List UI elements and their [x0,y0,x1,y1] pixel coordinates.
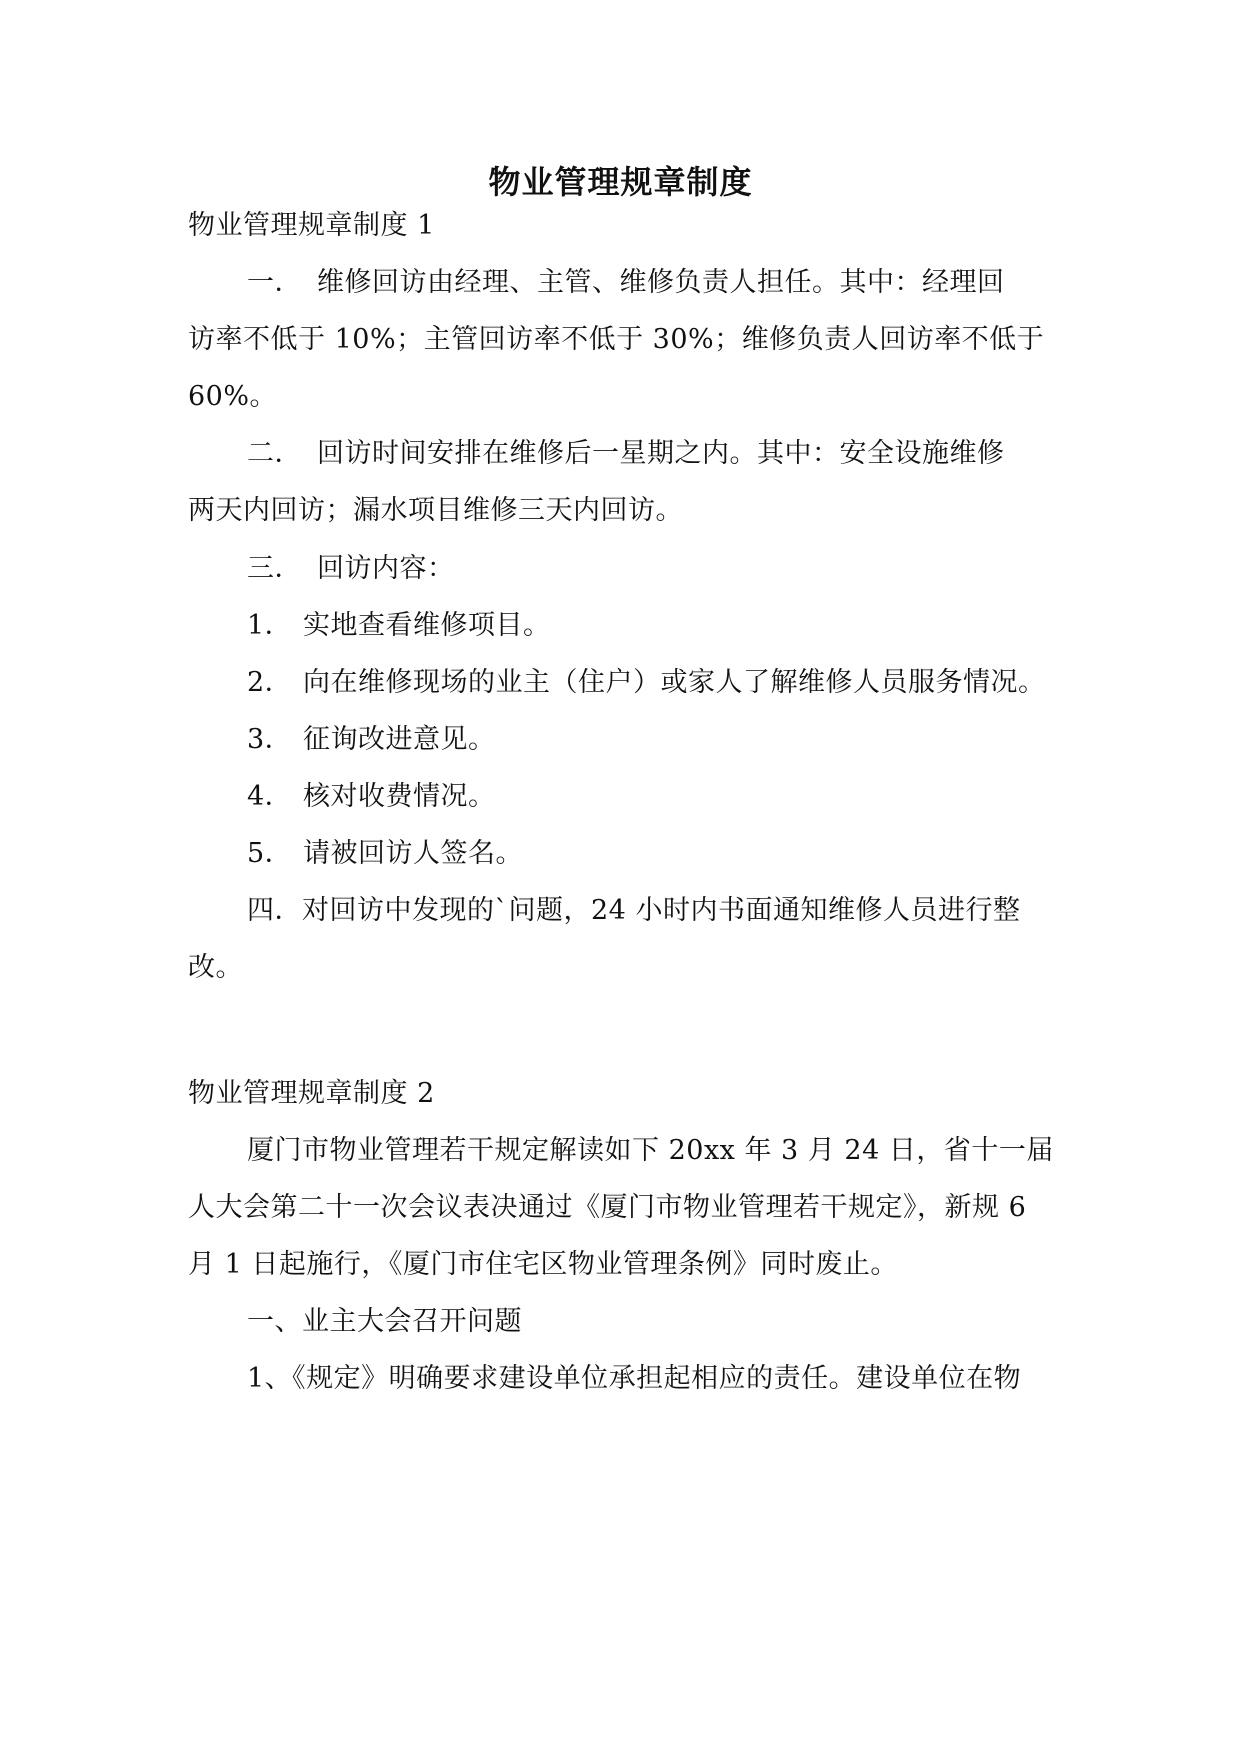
paragraph-text: 回访时间安排在维修后一星期之内。其中：安全设施维修 [317,438,1005,469]
paragraph-line [247,434,1067,474]
paragraph-line [247,549,1067,589]
list-item-text: 向在维修现场的业主（住户）或家人了解维修人员服务情况。 [303,667,1046,698]
section-heading: 物业管理规章制度 2 [188,1078,435,1109]
list-marker: 三． [247,553,302,584]
list-marker: 4． [247,781,293,812]
paragraph-line: 1、《规定》明确要求建设单位承担起相应的责任。建设单位在物 [247,1363,1022,1394]
list-marker: 5． [247,838,293,869]
list-item [247,663,1067,703]
list-item [247,777,1067,817]
paragraph-line: 改。 [188,952,243,983]
list-marker: 一． [247,267,302,298]
list-marker: 二． [247,438,302,469]
paragraph-line: 访率不低于 10%；主管回访率不低于 30%；维修负责人回访率不低于 [188,324,1045,355]
list-item-text: 实地查看维修项目。 [303,610,551,641]
paragraph-line: 60%。 [188,381,278,412]
list-item-text: 请被回访人签名。 [303,838,523,869]
paragraph-text: 维修回访由经理、主管、维修负责人担任。其中：经理回 [317,267,1005,298]
paragraph-line: 人大会第二十一次会议表决通过《厦门市物业管理若干规定》，新规 6 [188,1192,1027,1223]
list-marker: 1． [247,610,293,641]
paragraph-line [247,263,1067,303]
list-item [247,720,1067,760]
list-marker: 2． [247,667,293,698]
subheading: 一、业主大会召开问题 [247,1306,522,1337]
paragraph-line: 厦门市物业管理若干规定解读如下 20xx 年 3 月 24 日，省十一届 [247,1135,1054,1166]
paragraph-line: 月 1 日起施行，《厦门市住宅区物业管理条例》同时废止。 [188,1249,898,1280]
list-item-text: 征询改进意见。 [303,724,496,755]
paragraph-line: 四．对回访中发现的`问题，24 小时内书面通知维修人员进行整 [247,895,1021,926]
list-item [247,606,1067,646]
paragraph-text: 回访内容： [317,553,455,584]
list-marker: 3． [247,724,293,755]
section-heading: 物业管理规章制度 1 [188,210,435,241]
list-item-text: 核对收费情况。 [303,781,496,812]
list-item [247,834,1067,874]
paragraph-line: 两天内回访；漏水项目维修三天内回访。 [188,495,683,526]
document-title: 物业管理规章制度 [488,163,753,201]
